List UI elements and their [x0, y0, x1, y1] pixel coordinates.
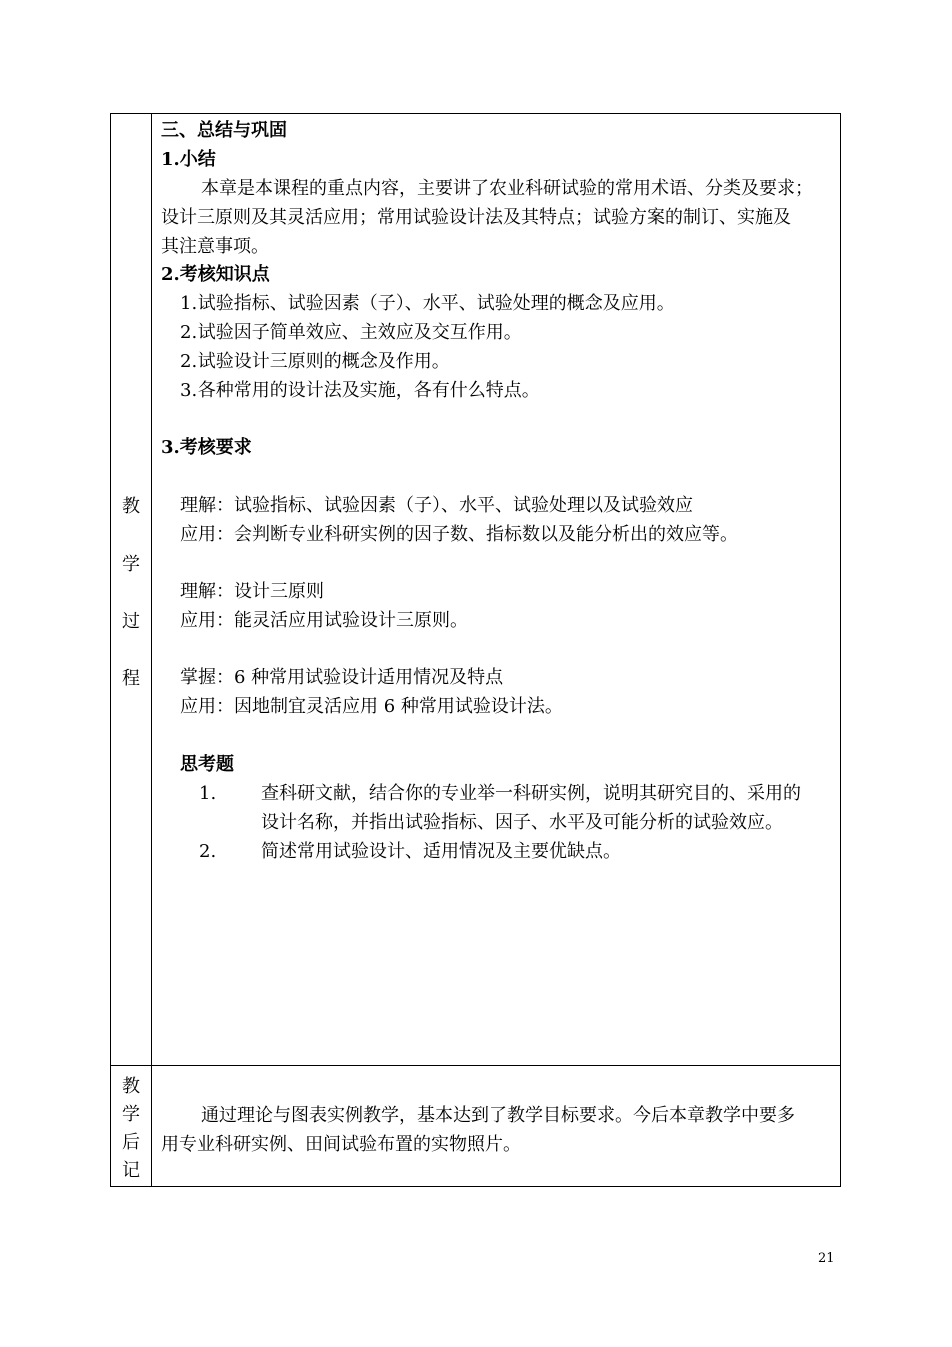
knowledge-item [180, 380, 540, 402]
question-line: 简述常用试验设计、适用情况及主要优缺点。 [261, 841, 621, 862]
requirement-line: 理解：试验指标、试验因素（子）、水平、试验处理以及试验效应 [180, 495, 693, 516]
requirement-line: 理解：设计三原则 [180, 581, 324, 602]
knowledge-item [180, 293, 675, 315]
knowledge-heading: 2.考核知识点 [161, 264, 270, 285]
label-char: 学 [122, 1104, 140, 1125]
label-char: 后 [122, 1132, 140, 1153]
question-line: 查科研文献，结合你的专业举一科研实例，说明其研究目的、采用的 [261, 783, 801, 804]
notes-line: 用专业科研实例、田间试验布置的实物照片。 [161, 1134, 521, 1155]
knowledge-item-text: 试验指标、试验因素（子）、水平、试验处理的概念及应用。 [197, 293, 675, 314]
label-char: 过 [122, 611, 140, 632]
label-char: 程 [122, 668, 140, 689]
questions-heading: 思考题 [180, 754, 234, 775]
question-number: 1. [199, 783, 217, 804]
requirements-heading: 3.考核要求 [161, 437, 252, 458]
knowledge-item-number: 2. [180, 322, 198, 343]
knowledge-item [180, 351, 450, 373]
label-char: 记 [122, 1160, 140, 1181]
knowledge-item-number: 1. [180, 293, 198, 314]
knowledge-item-number: 2. [180, 351, 198, 372]
summary-line: 设计三原则及其灵活应用；常用试验设计法及其特点；试验方案的制订、实施及 [161, 207, 791, 228]
requirement-line: 应用：能灵活应用试验设计三原则。 [180, 610, 468, 631]
teaching-notes-row [111, 1066, 840, 1186]
requirement-line: 应用：因地制宜灵活应用 6 种常用试验设计法。 [180, 696, 563, 717]
label-char: 学 [122, 554, 140, 575]
knowledge-item-text: 试验设计三原则的概念及作用。 [197, 351, 450, 372]
knowledge-item [180, 322, 522, 344]
summary-line: 本章是本课程的重点内容，主要讲了农业科研试验的常用术语、分类及要求； [201, 178, 813, 199]
page-number: 21 [818, 1251, 835, 1266]
knowledge-item-text: 各种常用的设计法及实施，各有什么特点。 [197, 380, 540, 401]
teaching-process-row [111, 114, 840, 1066]
section-title: 三、总结与巩固 [161, 120, 287, 141]
label-char: 教 [122, 1076, 140, 1097]
requirement-line: 掌握：6 种常用试验设计适用情况及特点 [180, 667, 504, 688]
notes-line: 通过理论与图表实例教学，基本达到了教学目标要求。今后本章教学中要多 [201, 1105, 795, 1126]
teaching-notes-content [111, 1066, 840, 1186]
summary-line: 其注意事项。 [161, 236, 269, 257]
question-line: 设计名称，并指出试验指标、因子、水平及可能分析的试验效应。 [261, 812, 783, 833]
teaching-process-content [111, 114, 840, 1065]
knowledge-item-number: 3. [180, 380, 198, 401]
label-char: 教 [122, 496, 140, 517]
knowledge-item-text: 试验因子简单效应、主效应及交互作用。 [197, 322, 522, 343]
question-number: 2. [199, 841, 217, 862]
lesson-table [110, 113, 841, 1187]
requirement-line: 应用：会判断专业科研实例的因子数、指标数以及能分析出的效应等。 [180, 524, 738, 545]
summary-heading: 1.小结 [161, 149, 216, 170]
